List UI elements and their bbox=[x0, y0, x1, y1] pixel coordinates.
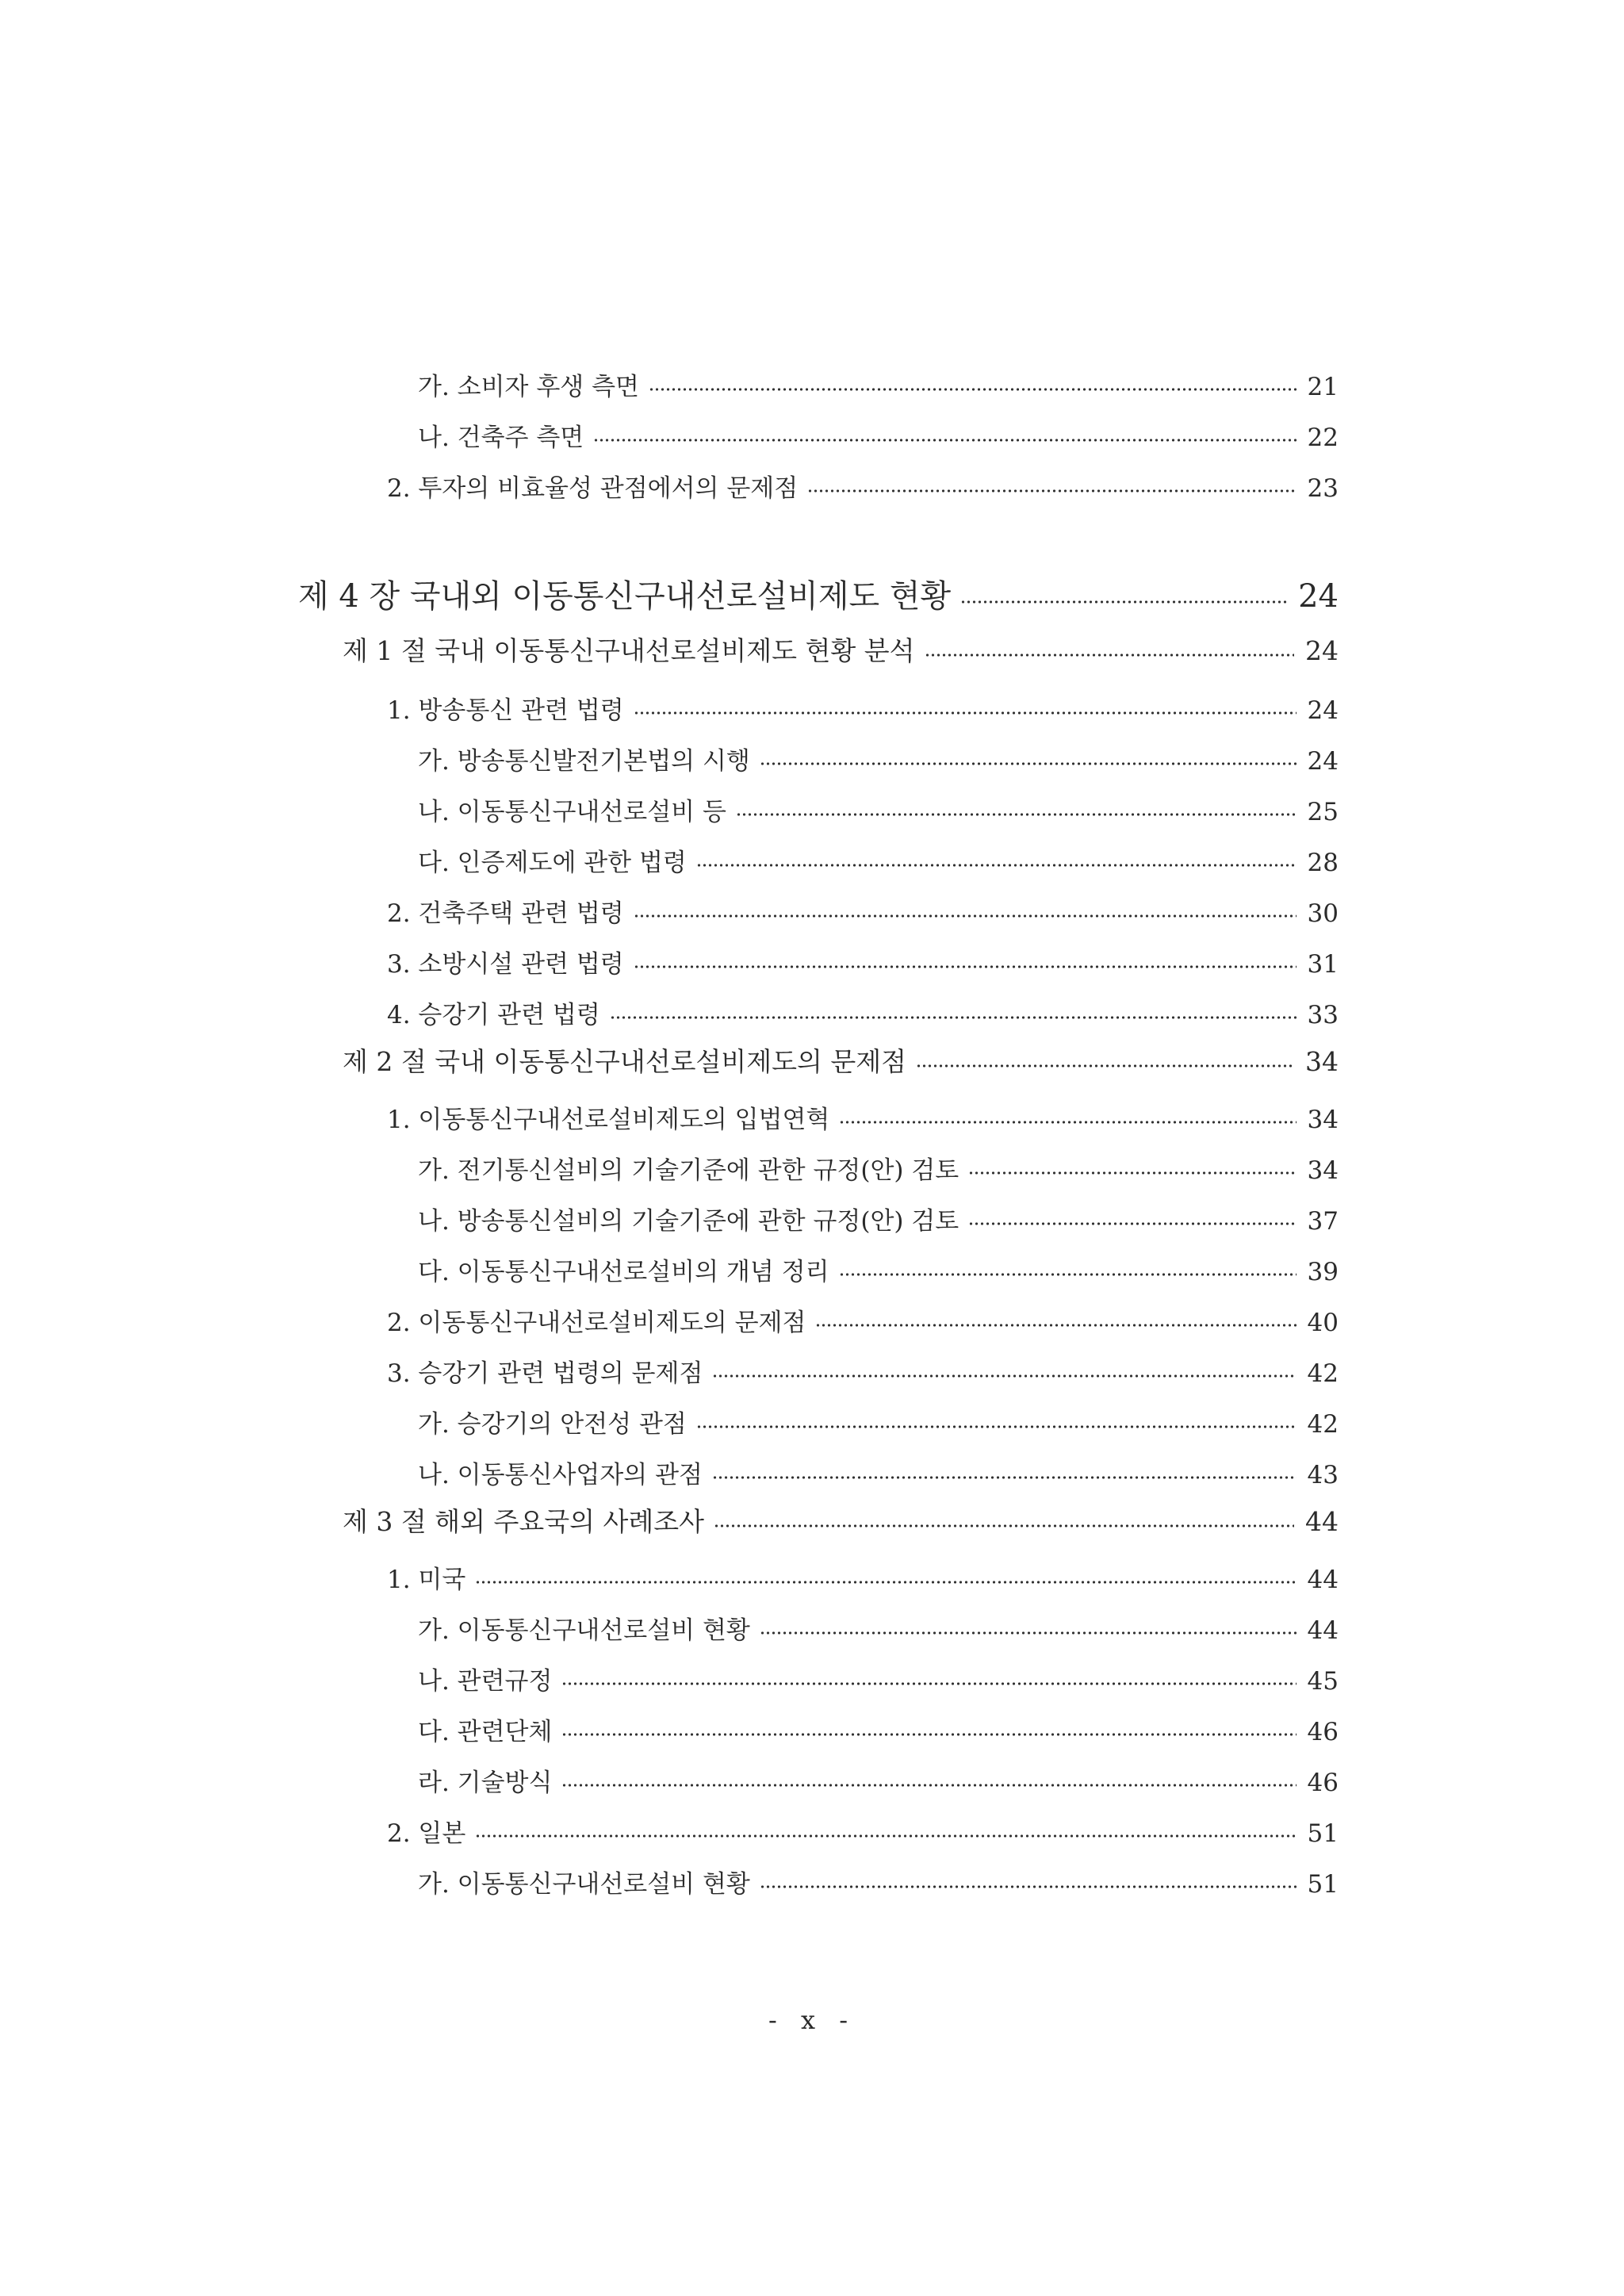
toc-entry[interactable] bbox=[387, 1353, 1339, 1389]
toc-page-number: 44 bbox=[1307, 1616, 1339, 1645]
toc-page-number: 37 bbox=[1307, 1207, 1339, 1236]
toc-entry[interactable] bbox=[387, 995, 1339, 1030]
dot-leader bbox=[807, 489, 1296, 493]
dot-leader bbox=[925, 654, 1295, 657]
dot-leader bbox=[712, 1374, 1296, 1378]
toc-entry-label: 다. 관련단체 bbox=[418, 1718, 553, 1746]
toc-entry-label: 2. 일본 bbox=[387, 1819, 466, 1848]
toc-page-number: 24 bbox=[1307, 747, 1339, 776]
toc-entry-label: 제 2 절 국내 이동통신구내선로설비제도의 문제점 bbox=[343, 1046, 907, 1077]
toc-page-number: 44 bbox=[1307, 1566, 1339, 1594]
toc-page-number: 42 bbox=[1307, 1359, 1339, 1388]
toc-entry-label: 가. 소비자 후생 측면 bbox=[418, 373, 639, 401]
dot-leader bbox=[839, 1121, 1296, 1124]
toc-page-number: 34 bbox=[1305, 1046, 1339, 1077]
toc-entry[interactable] bbox=[418, 1610, 1339, 1646]
dot-leader bbox=[760, 1631, 1297, 1635]
dot-leader bbox=[634, 965, 1297, 968]
toc-entry-label: 가. 전기통신설비의 기술기준에 관한 규정(안) 검토 bbox=[418, 1156, 959, 1185]
dot-leader bbox=[712, 1476, 1297, 1479]
toc-entry-label: 4. 승강기 관련 법령 bbox=[387, 1001, 600, 1029]
toc-page-number: 40 bbox=[1307, 1309, 1339, 1337]
toc-entry[interactable] bbox=[418, 741, 1339, 776]
dot-leader bbox=[815, 1324, 1296, 1327]
toc-entry-label: 가. 승강기의 안전성 관점 bbox=[418, 1410, 687, 1439]
toc-section-entry[interactable] bbox=[343, 1501, 1339, 1539]
toc-entry-label: 다. 인증제도에 관한 법령 bbox=[418, 849, 687, 877]
toc-page-number: 24 bbox=[1298, 578, 1339, 615]
toc-page-number: 21 bbox=[1307, 373, 1339, 401]
page-footer-number: - x - bbox=[768, 2005, 856, 2035]
toc-page-number: 51 bbox=[1307, 1819, 1339, 1848]
toc-page-number: 45 bbox=[1307, 1667, 1339, 1696]
toc-page-number: 24 bbox=[1307, 696, 1339, 725]
toc-page-number: 23 bbox=[1307, 474, 1339, 503]
toc-page-number: 42 bbox=[1307, 1410, 1339, 1439]
dot-leader bbox=[561, 1733, 1296, 1736]
dot-leader bbox=[634, 711, 1297, 715]
toc-entry[interactable] bbox=[387, 1813, 1339, 1849]
dot-leader bbox=[475, 1581, 1296, 1584]
toc-page-number: 34 bbox=[1307, 1106, 1339, 1134]
toc-page-number: 46 bbox=[1307, 1769, 1339, 1797]
toc-page-number: 44 bbox=[1305, 1506, 1339, 1537]
dot-leader bbox=[696, 864, 1297, 867]
toc-entry[interactable] bbox=[387, 1302, 1339, 1338]
dot-leader bbox=[475, 1834, 1296, 1838]
toc-entry-label: 나. 이동통신구내선로설비 등 bbox=[418, 798, 726, 826]
dot-leader bbox=[649, 388, 1297, 391]
toc-page-number: 39 bbox=[1307, 1258, 1339, 1286]
toc-entry[interactable] bbox=[418, 842, 1339, 878]
toc-entry-label: 제 4 장 국내외 이동통신구내선로설비제도 현황 bbox=[298, 578, 952, 615]
toc-page-number: 28 bbox=[1307, 849, 1339, 877]
toc-entry-label: 나. 방송통신설비의 기술기준에 관한 규정(안) 검토 bbox=[418, 1207, 959, 1236]
toc-page-number: 43 bbox=[1307, 1461, 1339, 1489]
toc-page-number: 24 bbox=[1305, 635, 1339, 666]
dot-leader bbox=[610, 1016, 1297, 1019]
toc-entry-label: 가. 방송통신발전기본법의 시행 bbox=[418, 747, 750, 776]
dot-leader bbox=[760, 1885, 1297, 1888]
toc-section-entry[interactable] bbox=[343, 1041, 1339, 1079]
toc-page-number: 25 bbox=[1307, 798, 1339, 826]
toc-entry[interactable] bbox=[387, 690, 1339, 726]
toc-entry[interactable] bbox=[418, 1251, 1339, 1287]
toc-entry-label: 나. 건축주 측면 bbox=[418, 424, 584, 452]
toc-section-entry[interactable] bbox=[343, 631, 1339, 668]
toc-page-number: 31 bbox=[1307, 950, 1339, 979]
toc-entry-label: 2. 투자의 비효율성 관점에서의 문제점 bbox=[387, 474, 799, 503]
dot-leader bbox=[736, 813, 1297, 816]
toc-entry-label: 가. 이동통신구내선로설비 현황 bbox=[418, 1870, 750, 1899]
toc-entry[interactable] bbox=[418, 1150, 1339, 1186]
toc-entry[interactable] bbox=[418, 792, 1339, 827]
toc-entry[interactable] bbox=[418, 1455, 1339, 1490]
dot-leader bbox=[696, 1425, 1297, 1428]
toc-entry-label: 3. 승강기 관련 법령의 문제점 bbox=[387, 1359, 703, 1388]
toc-entry-label: 2. 이동통신구내선로설비제도의 문제점 bbox=[387, 1309, 806, 1337]
toc-page-number: 30 bbox=[1307, 899, 1339, 928]
toc-entry-label: 1. 이동통신구내선로설비제도의 입법연혁 bbox=[387, 1106, 830, 1134]
toc-entry-label: 3. 소방시설 관련 법령 bbox=[387, 950, 624, 979]
toc-entry-label: 2. 건축주택 관련 법령 bbox=[387, 899, 624, 928]
toc-entry[interactable] bbox=[387, 893, 1339, 929]
dot-leader bbox=[968, 1222, 1296, 1225]
dot-leader bbox=[561, 1784, 1296, 1787]
dot-leader bbox=[760, 762, 1297, 765]
toc-entry[interactable] bbox=[387, 468, 1339, 504]
toc-entry[interactable] bbox=[387, 1559, 1339, 1595]
toc-entry-label: 제 1 절 국내 이동통신구내선로설비제도 현황 분석 bbox=[343, 635, 915, 666]
toc-entry[interactable] bbox=[418, 366, 1339, 402]
toc-entry[interactable] bbox=[418, 1762, 1339, 1798]
toc-page-number: 46 bbox=[1307, 1718, 1339, 1746]
toc-entry-label: 라. 기술방식 bbox=[418, 1769, 553, 1797]
dot-leader bbox=[968, 1171, 1296, 1175]
toc-page-number: 22 bbox=[1307, 424, 1339, 452]
toc-page-number: 33 bbox=[1307, 1001, 1339, 1029]
toc-entry-label: 나. 관련규정 bbox=[418, 1667, 553, 1696]
toc-entry[interactable] bbox=[418, 1661, 1339, 1696]
toc-entry[interactable] bbox=[418, 1864, 1339, 1899]
toc-entry-label: 1. 미국 bbox=[387, 1566, 466, 1594]
dot-leader bbox=[960, 600, 1287, 604]
toc-entry[interactable] bbox=[418, 1404, 1339, 1439]
dot-leader bbox=[634, 914, 1297, 918]
dot-leader bbox=[916, 1064, 1294, 1068]
toc-page-number: 51 bbox=[1307, 1870, 1339, 1899]
toc-entry[interactable] bbox=[387, 944, 1339, 979]
toc-entry[interactable] bbox=[418, 1711, 1339, 1747]
toc-entry-label: 나. 이동통신사업자의 관점 bbox=[418, 1461, 703, 1489]
toc-page-number: 34 bbox=[1307, 1156, 1339, 1185]
dot-leader bbox=[839, 1273, 1297, 1276]
toc-entry-label: 다. 이동통신구내선로설비의 개념 정리 bbox=[418, 1258, 829, 1286]
toc-entry-label: 제 3 절 해외 주요국의 사례조사 bbox=[343, 1506, 704, 1537]
toc-chapter-entry[interactable] bbox=[298, 571, 1339, 616]
toc-entry[interactable] bbox=[418, 1201, 1339, 1236]
dot-leader bbox=[561, 1682, 1296, 1685]
toc-entry-label: 가. 이동통신구내선로설비 현황 bbox=[418, 1616, 750, 1645]
dot-leader bbox=[714, 1524, 1294, 1527]
toc-entry-label: 1. 방송통신 관련 법령 bbox=[387, 696, 624, 725]
dot-leader bbox=[593, 439, 1296, 442]
toc-entry[interactable] bbox=[387, 1099, 1339, 1135]
toc-entry[interactable] bbox=[418, 417, 1339, 453]
